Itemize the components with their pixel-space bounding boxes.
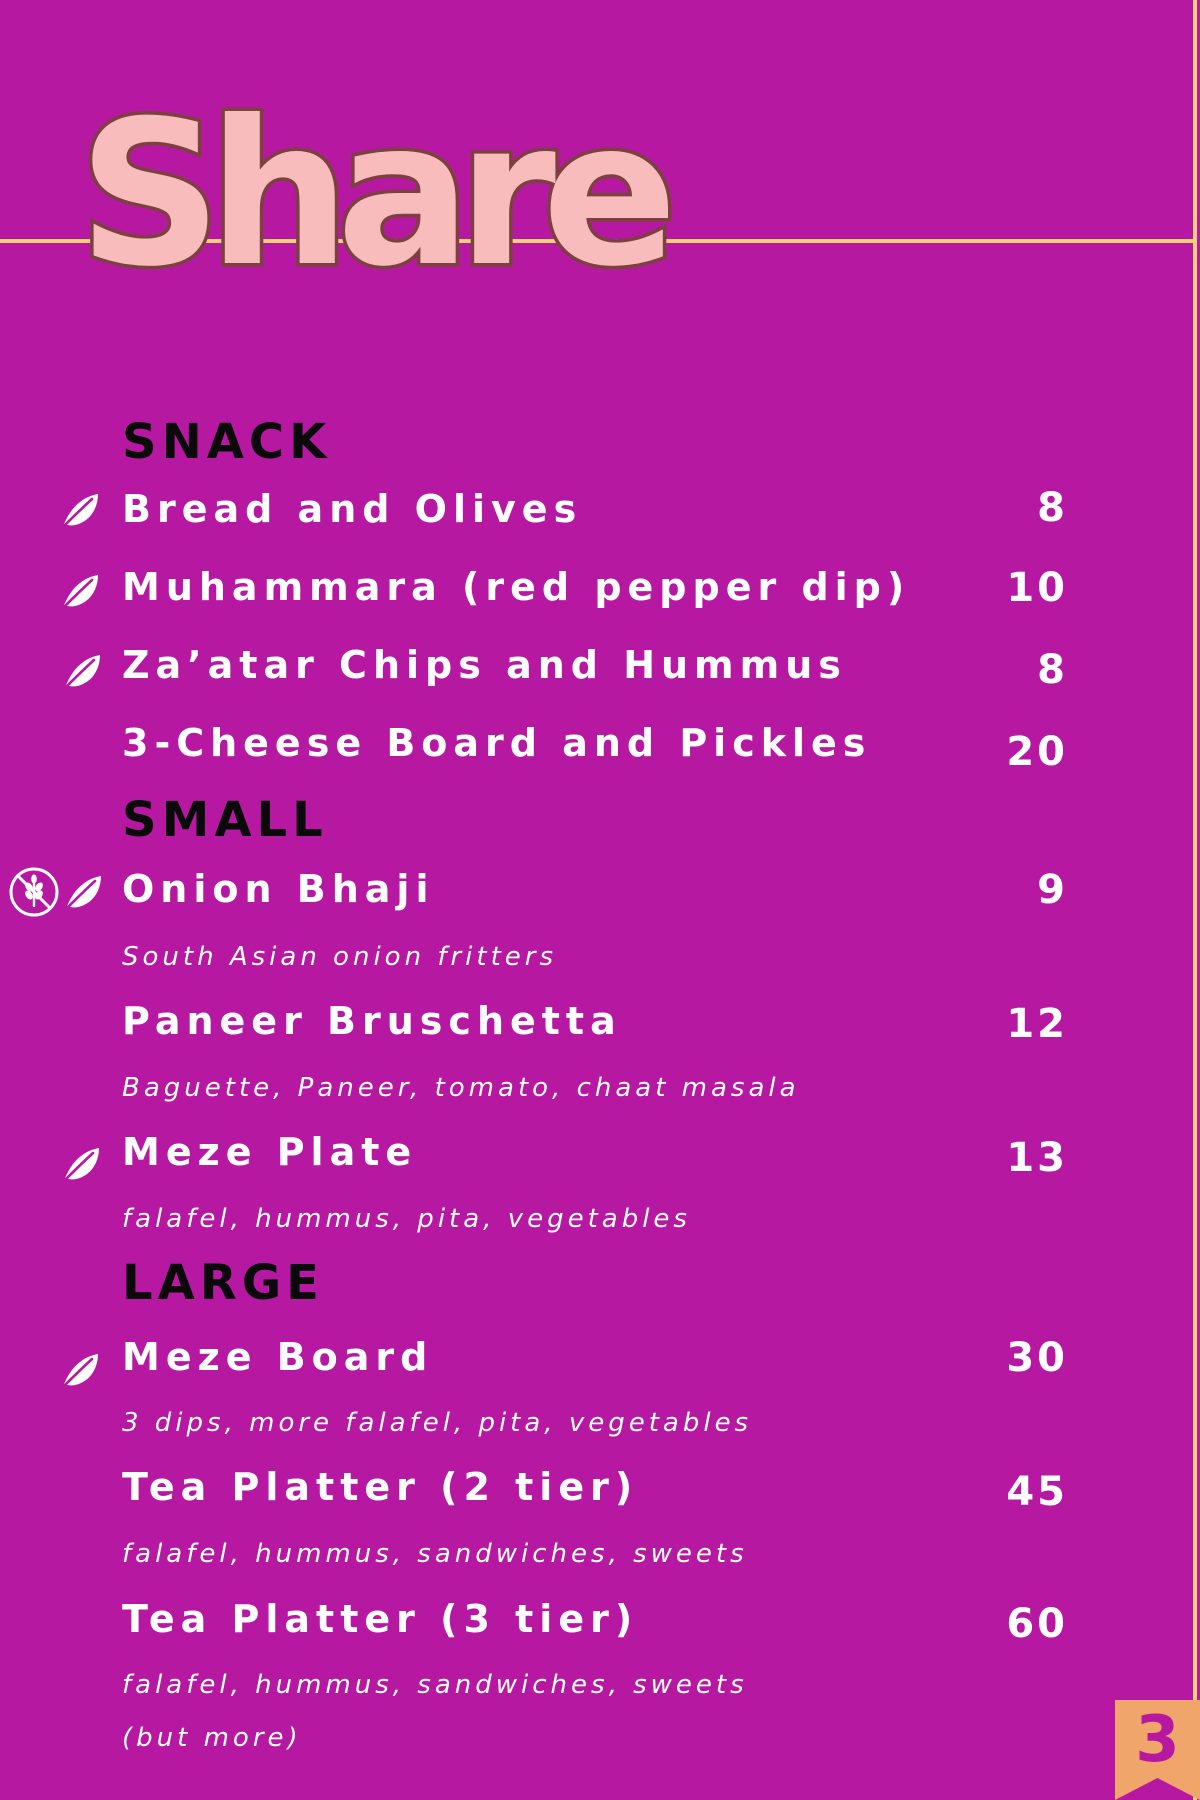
page-title: Share	[78, 78, 664, 311]
section-heading-snack: SNACK	[122, 414, 332, 470]
menu-item-price: 45	[1006, 1469, 1068, 1515]
gluten-free-icon	[8, 866, 60, 918]
menu-item-price: 8	[1037, 485, 1068, 531]
leaf-icon	[60, 1350, 100, 1390]
menu-item-name: Muhammara (red pepper dip)	[122, 565, 911, 609]
menu-item-price: 30	[1006, 1335, 1068, 1381]
menu-item-description: South Asian onion fritters	[122, 942, 558, 972]
section-heading-small: SMALL	[122, 792, 328, 848]
menu-item-name: Tea Platter (2 tier)	[122, 1465, 639, 1509]
menu-item-price: 20	[1006, 729, 1068, 775]
menu-item-name: Meze Plate	[122, 1130, 418, 1174]
menu-item-description: 3 dips, more falafel, pita, vegetables	[122, 1408, 753, 1438]
menu-item-description: Baguette, Paneer, tomato, chaat masala	[122, 1073, 800, 1103]
menu-item-name: 3-Cheese Board and Pickles	[122, 721, 872, 765]
menu-item-name: Za’atar Chips and Hummus	[122, 643, 847, 687]
right-edge-line	[1193, 0, 1197, 1800]
leaf-icon	[60, 490, 100, 530]
menu-item-description: falafel, hummus, sandwiches, sweets	[122, 1670, 748, 1700]
menu-item-name: Onion Bhaji	[122, 867, 435, 911]
page-number: 3	[1135, 1703, 1180, 1777]
menu-item-name: Paneer Bruschetta	[122, 999, 622, 1043]
menu-item-price: 10	[1006, 565, 1068, 611]
section-heading-large: LARGE	[122, 1255, 324, 1311]
menu-item-name: Bread and Olives	[122, 487, 583, 531]
menu-item-name: Meze Board	[122, 1335, 434, 1379]
menu-item-price: 13	[1006, 1135, 1068, 1181]
menu-item-price: 12	[1006, 1001, 1068, 1047]
leaf-icon	[60, 571, 100, 611]
menu-item-price: 60	[1006, 1601, 1068, 1647]
menu-item-name: Tea Platter (3 tier)	[122, 1597, 639, 1641]
leaf-icon	[62, 651, 102, 691]
menu-item-price: 9	[1037, 867, 1068, 913]
menu-item-description: (but more)	[122, 1723, 302, 1753]
leaf-icon	[63, 872, 103, 912]
menu-item-description: falafel, hummus, sandwiches, sweets	[122, 1539, 748, 1569]
menu-item-description: falafel, hummus, pita, vegetables	[122, 1204, 691, 1234]
menu-item-price: 8	[1037, 647, 1068, 693]
leaf-icon	[61, 1144, 101, 1184]
